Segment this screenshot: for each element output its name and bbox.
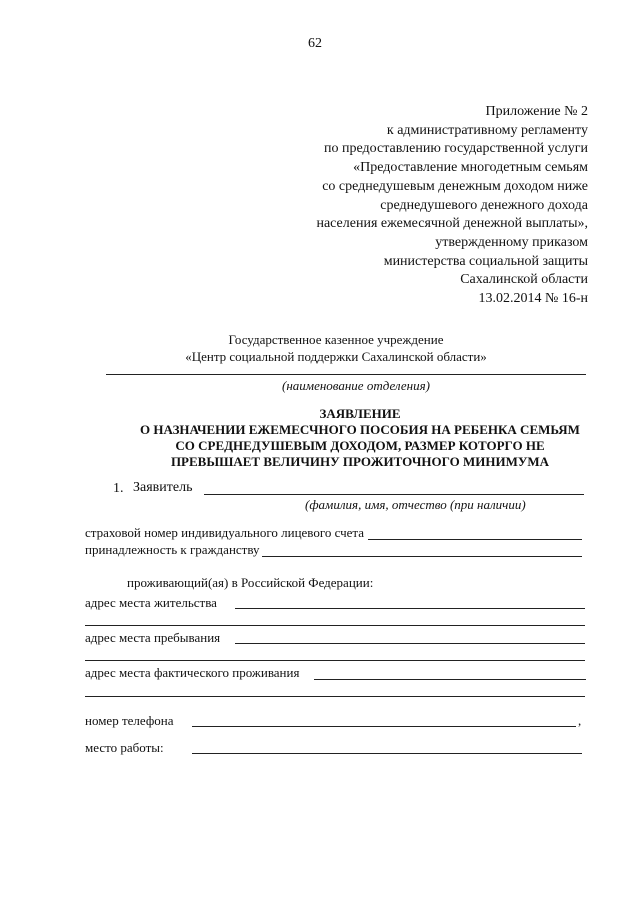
phone-trailer: ,	[578, 713, 582, 728]
appendix-line: министерства социальной защиты	[383, 253, 588, 269]
actual-residence-label: адрес места фактического проживания	[85, 665, 300, 680]
organization-block	[0, 331, 630, 365]
appendix-block	[316, 103, 588, 309]
residing-label: проживающий(ая) в Российской Федерации:	[127, 575, 374, 590]
applicant-name-field[interactable]	[204, 494, 584, 495]
stay-field-continued[interactable]	[85, 660, 585, 661]
stay-label: адрес места пребывания	[85, 630, 221, 645]
applicant-caption: (фамилия, имя, отчество (при наличии)	[305, 497, 526, 512]
applicant-number: 1.	[113, 481, 124, 496]
actual-residence-field-continued[interactable]	[85, 696, 585, 697]
appendix-line: «Предоставление многодетным семьям	[353, 160, 588, 176]
snils-field[interactable]	[368, 539, 582, 540]
snils-label: страховой номер индивидуального лицевого счета	[85, 525, 365, 540]
department-field[interactable]	[106, 374, 586, 375]
actual-residence-field[interactable]	[314, 679, 586, 680]
appendix-line: населения ежемесячной денежной выплаты»,	[316, 216, 588, 232]
citizenship-label: принадлежность к гражданству	[85, 542, 260, 557]
appendix-line: Приложение № 2	[485, 104, 588, 119]
appendix-line: утвержденному приказом	[435, 234, 588, 250]
appendix-line: по предоставлению государственной услуги	[324, 141, 588, 157]
organization-line2: «Центр социальной поддержки Сахалинской области»	[185, 349, 487, 364]
work-field[interactable]	[192, 753, 582, 754]
title-line1: ЗАЯВЛЕНИЕ	[319, 406, 401, 421]
phone-label: номер телефона	[85, 713, 174, 728]
appendix-line: со среднедушевым денежным доходом ниже	[322, 178, 588, 194]
residence-field-continued[interactable]	[85, 625, 585, 626]
appendix-line: 13.02.2014 № 16-н	[478, 291, 588, 307]
application-title	[0, 406, 630, 470]
appendix-line: к административному регламенту	[386, 122, 588, 138]
applicant-label: Заявитель	[133, 480, 193, 495]
residence-field[interactable]	[235, 608, 585, 609]
organization-line1: Государственное казенное учреждение	[228, 332, 444, 347]
title-line2: О НАЗНАЧЕНИИ ЕЖЕМЕСЧНОГО ПОСОБИЯ НА РЕБЕНКА СЕМЬЯМ	[140, 422, 580, 437]
residence-label: адрес места жительства	[85, 595, 217, 610]
page-number: 62	[308, 36, 322, 51]
title-line3: СО СРЕДНЕДУШЕВЫМ ДОХОДОМ, РАЗМЕР КОТОРГО НЕ	[175, 438, 545, 453]
appendix-line: Сахалинской области	[460, 272, 588, 288]
title-line4: ПРЕВЫШАЕТ ВЕЛИЧИНУ ПРОЖИТОЧНОГО МИНИМУМА	[170, 454, 550, 469]
work-label: место работы:	[85, 740, 164, 755]
department-caption: (наименование отделения)	[282, 378, 430, 393]
phone-field[interactable]	[192, 726, 576, 727]
stay-field[interactable]	[235, 643, 585, 644]
citizenship-field[interactable]	[262, 556, 582, 557]
appendix-line: среднедушевого денежного дохода	[380, 197, 588, 213]
